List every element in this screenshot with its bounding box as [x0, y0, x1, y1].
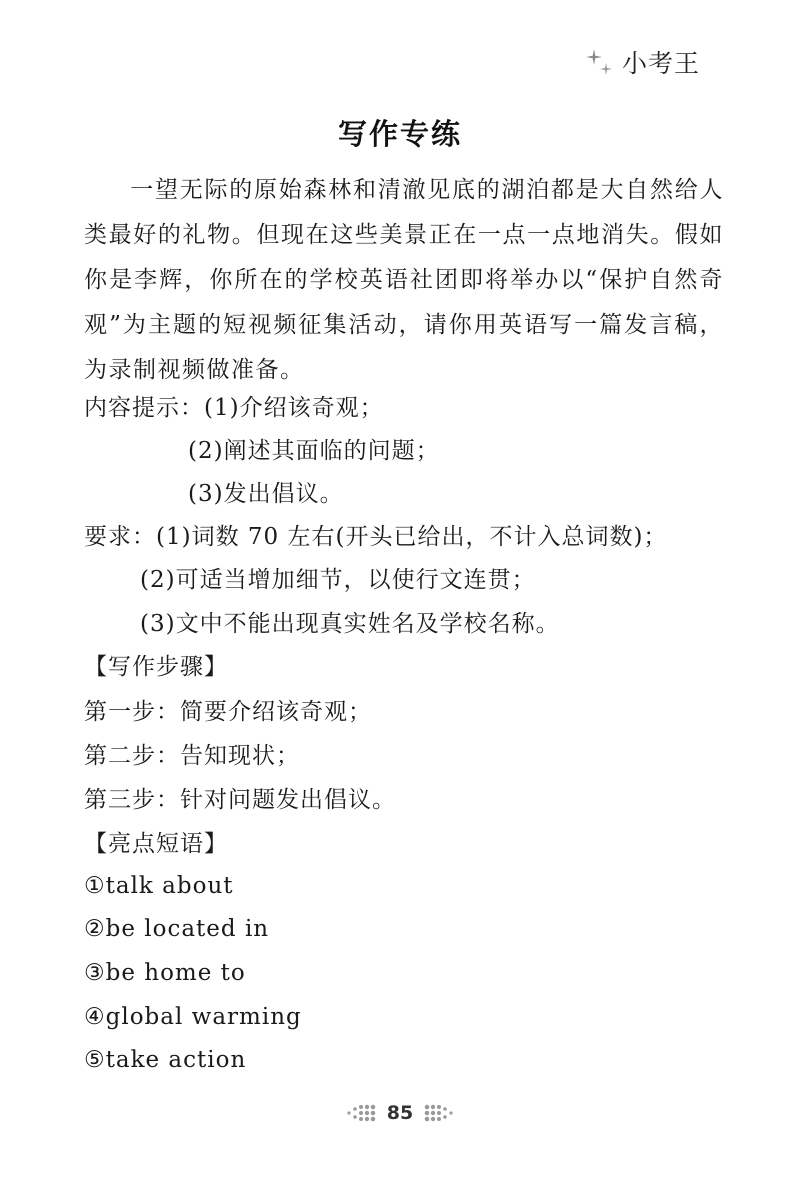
step-1: 第一步：简要介绍该奇观；: [84, 699, 372, 725]
content-hint-1: 内容提示：(1)介绍该奇观；: [84, 395, 384, 421]
step-2: 第二步：告知现状；: [84, 743, 300, 769]
phrase-5: ⑤take action: [84, 1047, 247, 1073]
content-hints-label: 内容提示：: [84, 395, 204, 421]
step-3: 第三步：针对问题发出倡议。: [84, 787, 396, 813]
requirement-2: (2)可适当增加细节，以使行文连贯；: [140, 567, 536, 593]
dots-ornament-left-icon: [345, 1103, 379, 1123]
requirement-3: (3)文中不能出现真实姓名及学校名称。: [140, 611, 560, 637]
page-number: 85: [386, 1102, 414, 1124]
phrase-2: ②be located in: [84, 916, 270, 942]
phrase-3: ③be home to: [84, 960, 246, 986]
intro-paragraph: [84, 168, 724, 393]
phrases-heading: 【亮点短语】: [84, 831, 228, 857]
sparkle-icon: [586, 47, 614, 77]
content-hint-2: (2)阐述其面临的问题；: [188, 438, 440, 464]
intro-text: 一望无际的原始森林和清澈见底的湖泊都是大自然给人类最好的礼物。但现在这些美景正在一点一点地消失。假如你是李辉，你所在的学校英语社团即将举办以“保护自然奇观”为主题的短视频征集活动，请你用英语写一篇发言稿，为录制视频做准备。: [84, 177, 724, 383]
page-title: 写作专练: [337, 117, 462, 151]
requirements-label: 要求：: [84, 524, 156, 550]
brand-name: 小考王: [621, 49, 700, 78]
content-hint-3: (3)发出倡议。: [188, 481, 344, 507]
brand-header: [586, 44, 700, 80]
dots-ornament-right-icon: [421, 1103, 455, 1123]
requirement-1: 要求：(1)词数 70 左右(开头已给出，不计入总词数)；: [84, 524, 668, 550]
steps-heading: 【写作步骤】: [84, 654, 228, 680]
phrase-4: ④global warming: [84, 1004, 302, 1030]
phrase-1: ①talk about: [84, 873, 234, 899]
page-footer: [0, 1102, 800, 1124]
